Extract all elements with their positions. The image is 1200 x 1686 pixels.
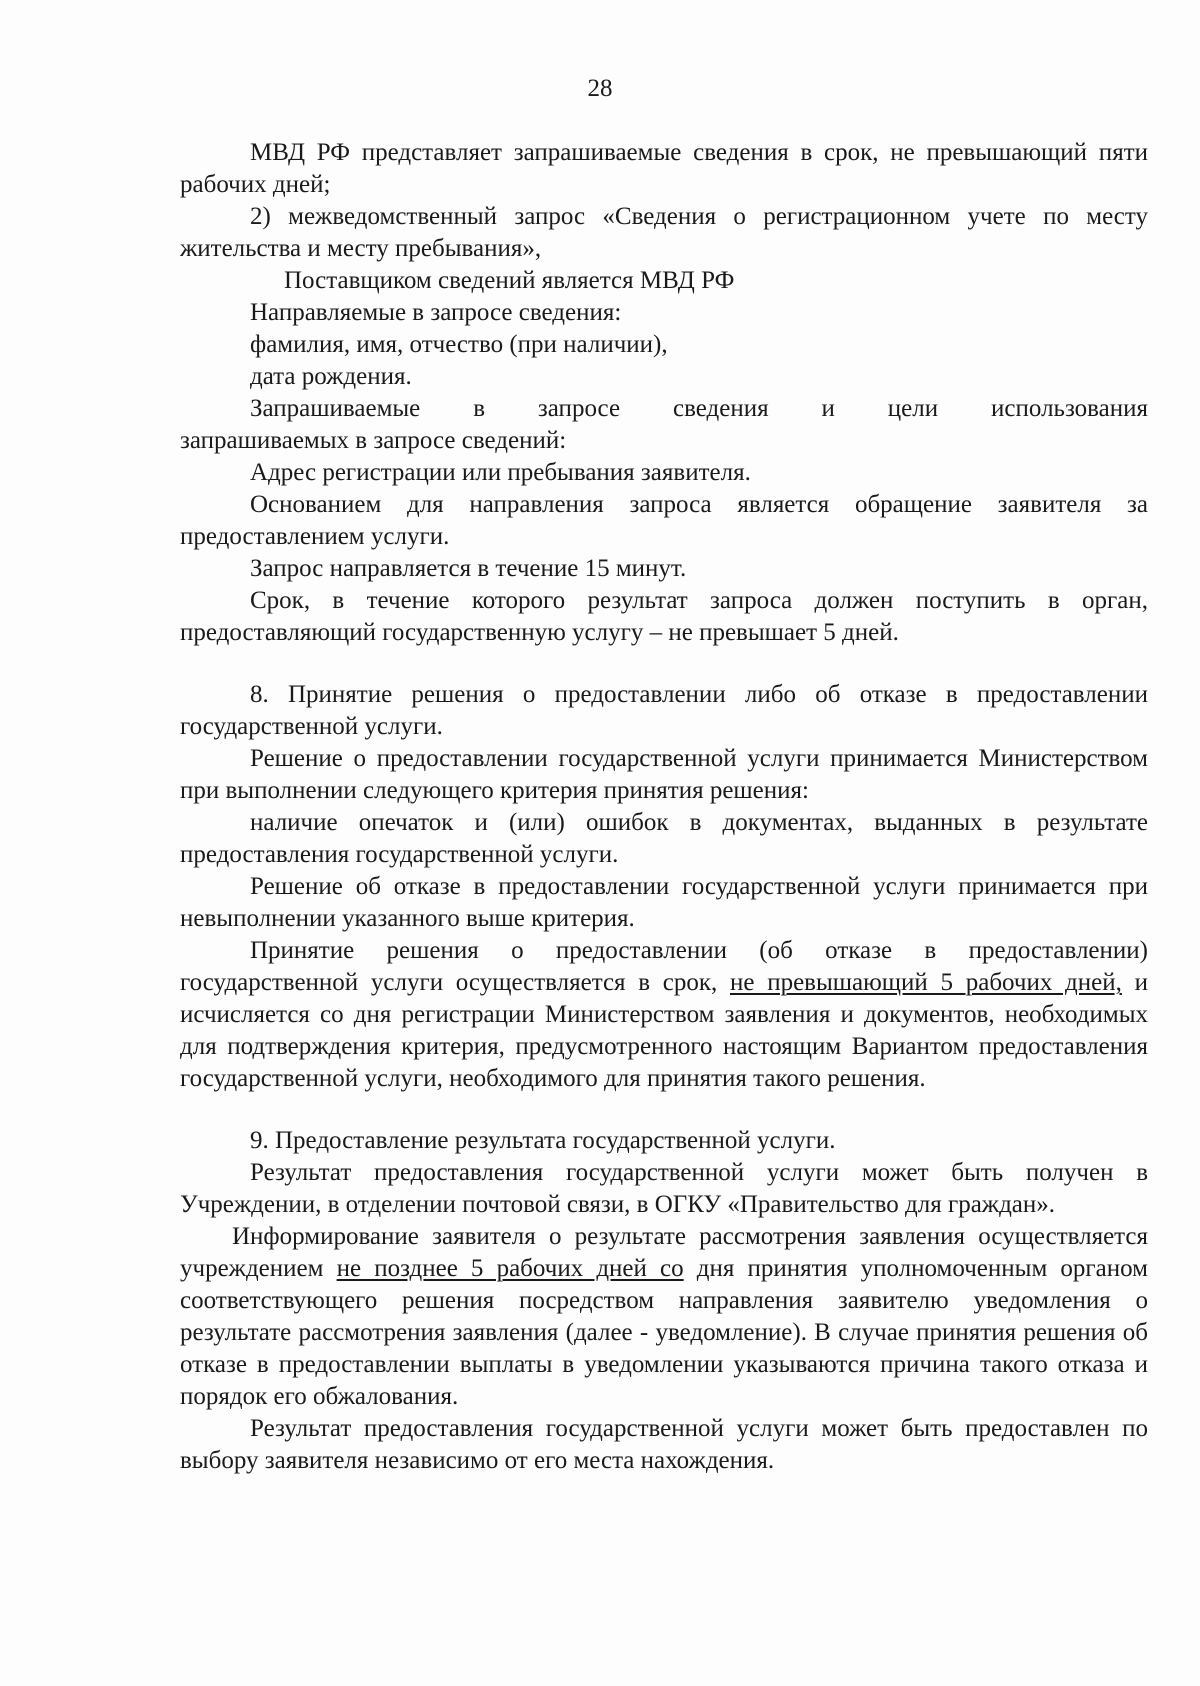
notification-underlined: не позднее 5 рабочих дней со (336, 1255, 684, 1282)
paragraph-notification (180, 1221, 1148, 1413)
paragraph-gap (180, 649, 1148, 679)
notification-text-end: дня принятия уполномоченным органом соответствующего решения посредством направления заявителю уведомления о результате рассмотрения заявления (далее - уведомление). В случае принятия решения об отказе в предоставлении выплаты в уведомлении указываются причина такого отказа и порядок его обжалования. (180, 1255, 1148, 1410)
section-9-heading: 9. Предоставление результата государственной услуги. (250, 1127, 836, 1154)
paragraph-mvd-term: МВД РФ представляет запрашиваемые сведения в срок, не превышающий пяти рабочих дней; (180, 139, 1148, 198)
paragraph-result-channels: Результат предоставления государственной услуги может быть получен в Учреждении, в отделении почтовой связи, в ОГКУ «Правительство для граждан». (180, 1159, 1148, 1218)
page-number: 28 (587, 75, 613, 102)
paragraph-request-registration: 2) межведомственный запрос «Сведения о регистрационном учете по месту жительства и месту пребывания», (180, 203, 1148, 262)
paragraph-response-term: Срок, в течение которого результат запроса должен поступить в орган, предоставляющий государственную услугу – не превышает 5 дней. (180, 587, 1148, 646)
paragraph-gap (180, 1095, 1148, 1125)
paragraph-result-location: Результат предоставления государственной услуги может быть предоставлен по выбору заявителя независимо от его места нахождения. (180, 1415, 1148, 1474)
paragraph-sent-data-name: фамилия, имя, отчество (при наличии), (250, 331, 668, 358)
paragraph-requested-data-line1: Запрашиваемые в запросе сведения и цели использования (250, 395, 1148, 422)
paragraph-decision-term (180, 935, 1148, 1095)
section-8-heading: 8. Принятие решения о предоставлении либо об отказе в предоставлении государственной услуги. (180, 681, 1148, 740)
paragraph-requested-data-line2: запрашиваемых в запросе сведений: (180, 427, 567, 454)
paragraph-request-time: Запрос направляется в течение 15 минут. (250, 555, 687, 582)
paragraph-sent-data-heading: Направляемые в запросе сведения: (250, 299, 622, 326)
paragraph-provider: Поставщиком сведений является МВД РФ (284, 267, 735, 294)
paragraph-sent-data-birthdate: дата рождения. (250, 363, 412, 390)
document-body (180, 137, 1148, 1477)
decision-term-text-start: Принятие решения о предоставлении (об отказе в предоставлении) государственной услуги осуществляется в срок, (180, 937, 1148, 996)
decision-term-text-end: и исчисляется со дня регистрации Министерством заявления и документов, необходимых для подтверждения критерия, предусмотренного настоящим Вариантом предоставления государственной услуги, необходимого для принятия такого решения. (180, 969, 1148, 1092)
paragraph-refusal: Решение об отказе в предоставлении государственной услуги принимается при невыполнении указанного выше критерия. (180, 873, 1148, 932)
paragraph-address: Адрес регистрации или пребывания заявителя. (250, 459, 751, 486)
notification-text-start: Информирование заявителя о результате рассмотрения заявления осуществляется учреждением (180, 1223, 1148, 1282)
decision-term-underlined: не превышающий 5 рабочих дней, (730, 969, 1122, 996)
paragraph-criterion: наличие опечаток и (или) ошибок в документах, выданных в результате предоставления государственной услуги. (180, 809, 1148, 868)
paragraph-decision-criteria: Решение о предоставлении государственной услуги принимается Министерством при выполнении следующего критерия принятия решения: (180, 745, 1148, 804)
paragraph-request-basis: Основанием для направления запроса является обращение заявителя за предоставлением услуги. (180, 491, 1148, 550)
